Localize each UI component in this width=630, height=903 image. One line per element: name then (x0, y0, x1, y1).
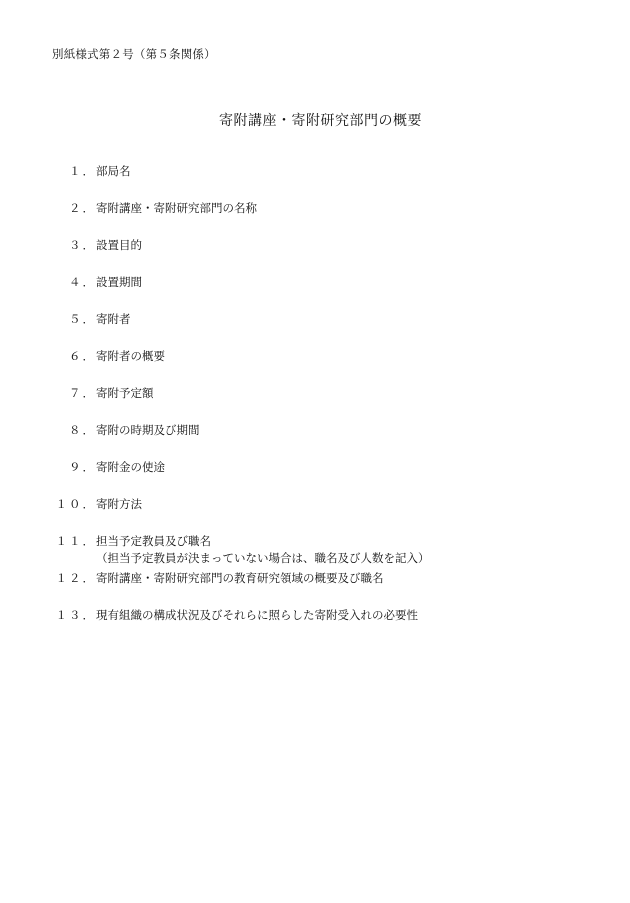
list-item-6 (50, 348, 165, 364)
item-number: ７． (69, 386, 96, 400)
list-item-7 (50, 385, 154, 401)
item-number: １１． (55, 534, 96, 548)
item-number: １． (69, 164, 96, 178)
item-number: １０． (55, 497, 96, 511)
list-item-1 (50, 163, 131, 179)
list-item-10 (50, 496, 142, 512)
list-item-12 (50, 570, 384, 586)
list-item-13 (50, 607, 418, 623)
list-item-3 (50, 237, 142, 253)
item-text: 寄附の時期及び期間 (96, 423, 200, 437)
item-note: （担当予定教員が決まっていない場合は、職名及び人数を記入） (96, 551, 430, 565)
item-number: ８． (69, 423, 96, 437)
item-text: 寄附者の概要 (96, 349, 165, 363)
item-number: ９． (69, 460, 96, 474)
item-number: １２． (55, 571, 96, 585)
item-text: 寄附金の使途 (96, 460, 165, 474)
item-number: ５． (69, 312, 96, 326)
item-text: 現有組織の構成状況及びそれらに照らした寄附受入れの必要性 (96, 608, 418, 622)
item-text: 設置期間 (96, 275, 142, 289)
list-item-5 (50, 311, 131, 327)
list-item-2 (50, 200, 257, 216)
item-text: 担当予定教員及び職名 (96, 534, 211, 548)
list-item-11 (50, 533, 430, 566)
item-text: 寄附方法 (96, 497, 142, 511)
document-title: 寄附講座・寄附研究部門の概要 (219, 113, 422, 129)
item-text: 寄附予定額 (96, 386, 154, 400)
list-item-8 (50, 422, 200, 438)
list-item-9 (50, 459, 165, 475)
item-text: 設置目的 (96, 238, 142, 252)
item-number: ４． (69, 275, 96, 289)
item-number: ３． (69, 238, 96, 252)
item-text: 部局名 (96, 164, 131, 178)
form-number-label: 別紙様式第２号（第５条関係） (52, 47, 216, 61)
item-number: １３． (55, 608, 96, 622)
item-text: 寄附講座・寄附研究部門の教育研究領域の概要及び職名 (96, 571, 384, 585)
item-text: 寄附講座・寄附研究部門の名称 (96, 201, 257, 215)
item-number: ２． (69, 201, 96, 215)
list-item-4 (50, 274, 142, 290)
item-text: 寄附者 (96, 312, 131, 326)
item-number: ６． (69, 349, 96, 363)
